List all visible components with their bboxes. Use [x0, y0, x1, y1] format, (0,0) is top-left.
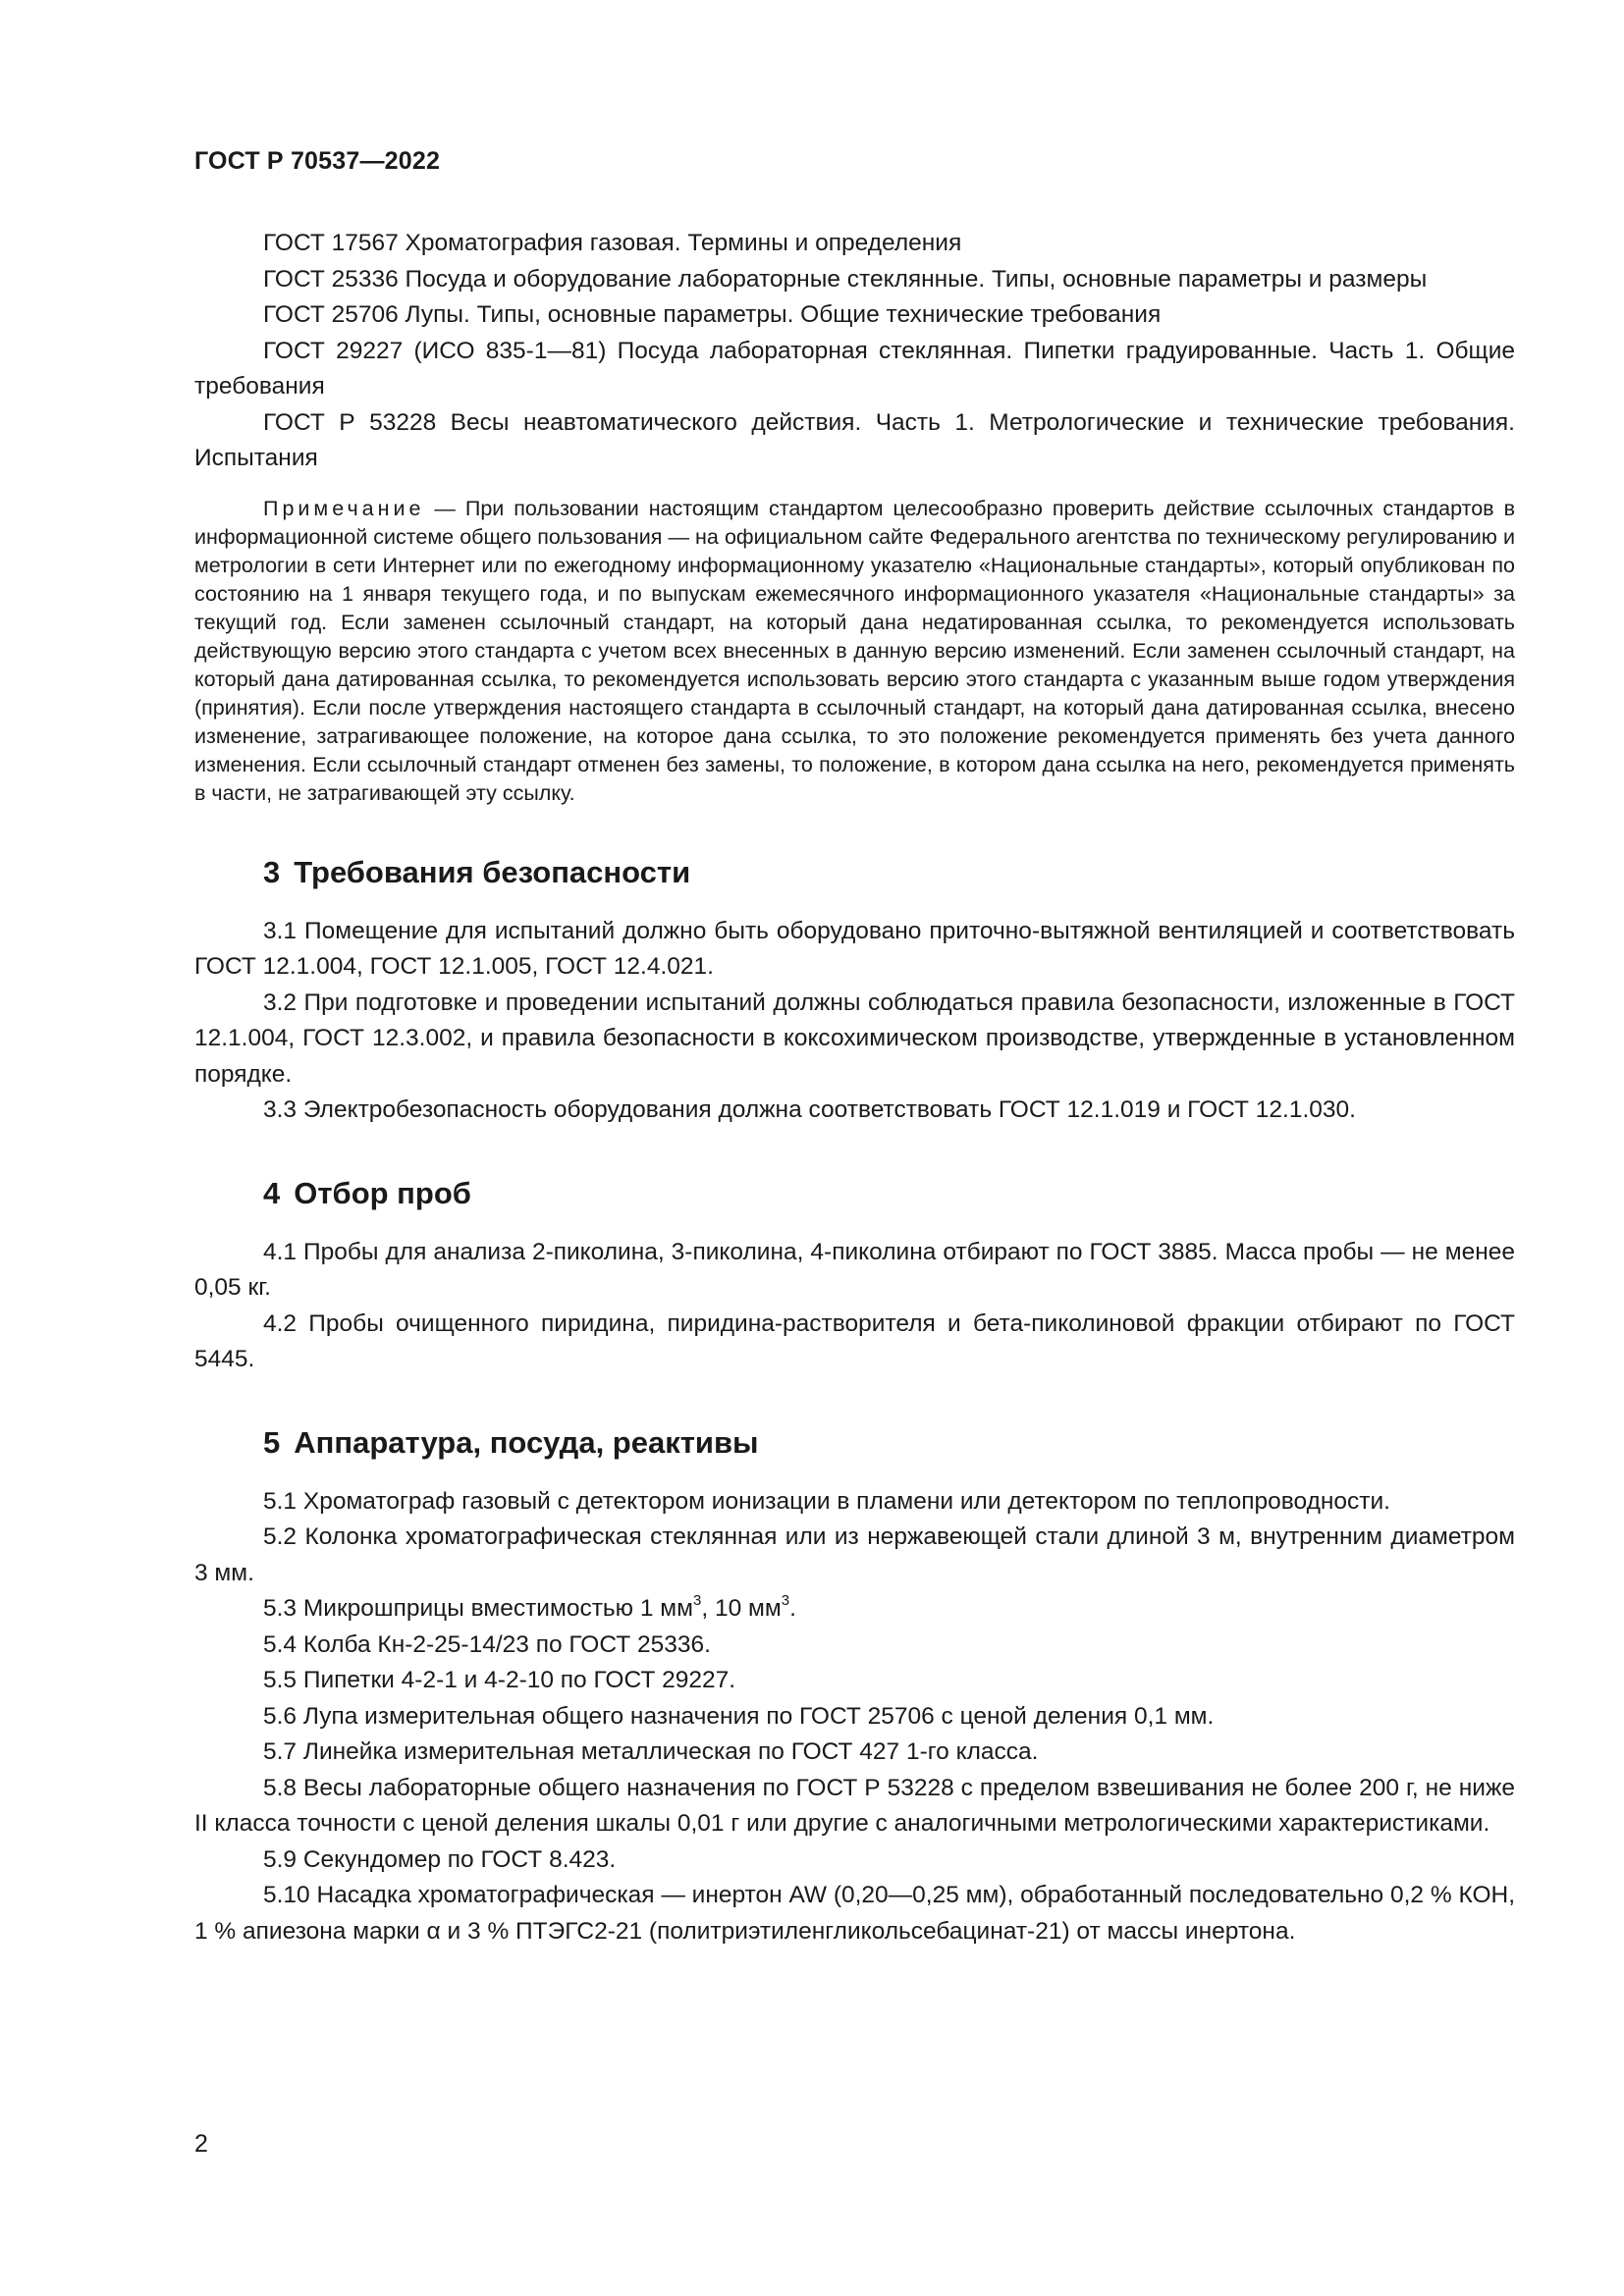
- normative-references-list: [194, 226, 1515, 477]
- clause-5-8: 5.8 Весы лабораторные общего назначения по ГОСТ Р 53228 с пределом взвешивания не более 200 г, не ниже II класса точности с ценой деления шкалы 0,01 г или другие с аналогичными метрологическими характеристиками.: [194, 1774, 1515, 1837]
- section-title: Аппаратура, посуда, реактивы: [294, 1424, 759, 1460]
- section-4-heading: [263, 1174, 1515, 1213]
- page-number: 2: [194, 2130, 208, 2158]
- section-title: Отбор проб: [294, 1175, 471, 1210]
- reference-item: ГОСТ Р 53228 Весы неавтоматического действия. Часть 1. Метрологические и технические требования. Испытания: [194, 408, 1515, 471]
- clause-5-2: 5.2 Колонка хроматографическая стеклянная или из нержавеющей стали длиной 3 м, внутренним диаметром 3 мм.: [194, 1523, 1515, 1586]
- clause-4-2: 4.2 Пробы очищенного пиридина, пиридина-растворителя и бета-пиколиновой фракции отбирают по ГОСТ 5445.: [194, 1309, 1515, 1372]
- section-3-heading: [263, 853, 1515, 892]
- clause-5-10: 5.10 Насадка хроматографическая — инертон AW (0,20—0,25 мм), обработанный последовательно 0,2 % КОН, 1 % апиезона марки α и 3 % ПТЭГС2-21 (политриэтиленгликольсебацинат-21) от массы инертона.: [194, 1882, 1515, 1945]
- section-number: 4: [263, 1175, 281, 1210]
- clause-3-2: 3.2 При подготовке и проведении испытаний должны соблюдаться правила безопасности, изложенные в ГОСТ 12.1.004, ГОСТ 12.3.002, и правила безопасности в коксохимическом производстве, утвержденные в установленном порядке.: [194, 988, 1515, 1088]
- clause-5-4: 5.4 Колба Кн-2-25-14/23 по ГОСТ 25336.: [263, 1630, 711, 1658]
- note-text: — При пользовании настоящим стандартом целесообразно проверить действие ссылочных стандартов в информационной системе общего пользования — на официальном сайте Федерального агентства по техническому регулированию и метрологии в сети Интернет или по ежегодному информационному указателю «Национальные стандарты», который опубликован по состоянию на 1 января текущего года, и по выпускам ежемесячного информационного указателя «Национальные стандарты» за текущий год. Если заменен ссылочный стандарт, на который дана недатированная ссылка, то рекомендуется использовать действующую версию этого стандарта с учетом всех внесенных в данную версию изменений. Если заменен ссылочный стандарт, на который дана датированная ссылка, то рекомендуется использовать версию этого стандарта с указанным выше годом утверждения (принятия). Если после утверждения настоящего стандарта в ссылочный стандарт, на который дана датированная ссылка, внесено изменение, затрагивающее положение, на которое дана ссылка, то это положение рекомендуется применять без учета данного изменения. Если ссылочный стандарт отменен без замены, то положение, в котором дана ссылка на него, рекомендуется применять в части, не затрагивающей эту ссылку.: [194, 496, 1515, 805]
- reference-item: ГОСТ 17567 Хроматография газовая. Термины и определения: [263, 230, 962, 256]
- clause-5-3-text: .: [789, 1595, 796, 1622]
- note-label: Примечание: [263, 496, 425, 520]
- clause-5-3: [194, 1591, 1515, 1628]
- reference-item: ГОСТ 25336 Посуда и оборудование лабораторные стеклянные. Типы, основные параметры и размеры: [263, 265, 1428, 293]
- document-body: [194, 226, 1515, 1949]
- clause-5-9: 5.9 Секундомер по ГОСТ 8.423.: [263, 1845, 617, 1873]
- reference-item: ГОСТ 29227 (ИСО 835-1—81) Посуда лабораторная стеклянная. Пипетки градуированные. Часть 1. Общие требования: [194, 337, 1515, 400]
- superscript: 3: [781, 1591, 790, 1609]
- clause-5-3-text: , 10 мм: [701, 1595, 782, 1622]
- section-title: Требования безопасности: [294, 854, 691, 889]
- clause-5-6: 5.6 Лупа измерительная общего назначения по ГОСТ 25706 с ценой деления 0,1 мм.: [263, 1702, 1215, 1730]
- clause-5-1: 5.1 Хроматограф газовый с детектором ионизации в пламени или детектором по теплопроводности.: [263, 1487, 1390, 1515]
- references-note: [194, 495, 1515, 808]
- clause-5-5: 5.5 Пипетки 4-2-1 и 4-2-10 по ГОСТ 29227.: [263, 1667, 736, 1693]
- superscript: 3: [693, 1591, 702, 1609]
- clause-4-1: 4.1 Пробы для анализа 2-пиколина, 3-пиколина, 4-пиколина отбирают по ГОСТ 3885. Масса пробы — не менее 0,05 кг.: [194, 1238, 1515, 1301]
- section-number: 5: [263, 1424, 281, 1460]
- reference-item: ГОСТ 25706 Лупы. Типы, основные параметры. Общие технические требования: [263, 301, 1162, 328]
- clause-5-3-text: 5.3 Микрошприцы вместимостью 1 мм: [263, 1595, 693, 1622]
- clause-5-7: 5.7 Линейка измерительная металлическая по ГОСТ 427 1-го класса.: [263, 1738, 1039, 1765]
- section-number: 3: [263, 854, 281, 889]
- clause-3-1: 3.1 Помещение для испытаний должно быть оборудовано приточно-вытяжной вентиляцией и соответствовать ГОСТ 12.1.004, ГОСТ 12.1.005, ГОСТ 12.4.021.: [194, 917, 1515, 980]
- section-5-heading: [263, 1423, 1515, 1463]
- document-header: ГОСТ Р 70537—2022: [194, 147, 441, 175]
- clause-3-3: 3.3 Электробезопасность оборудования должна соответствовать ГОСТ 12.1.019 и ГОСТ 12.1.030.: [263, 1096, 1356, 1123]
